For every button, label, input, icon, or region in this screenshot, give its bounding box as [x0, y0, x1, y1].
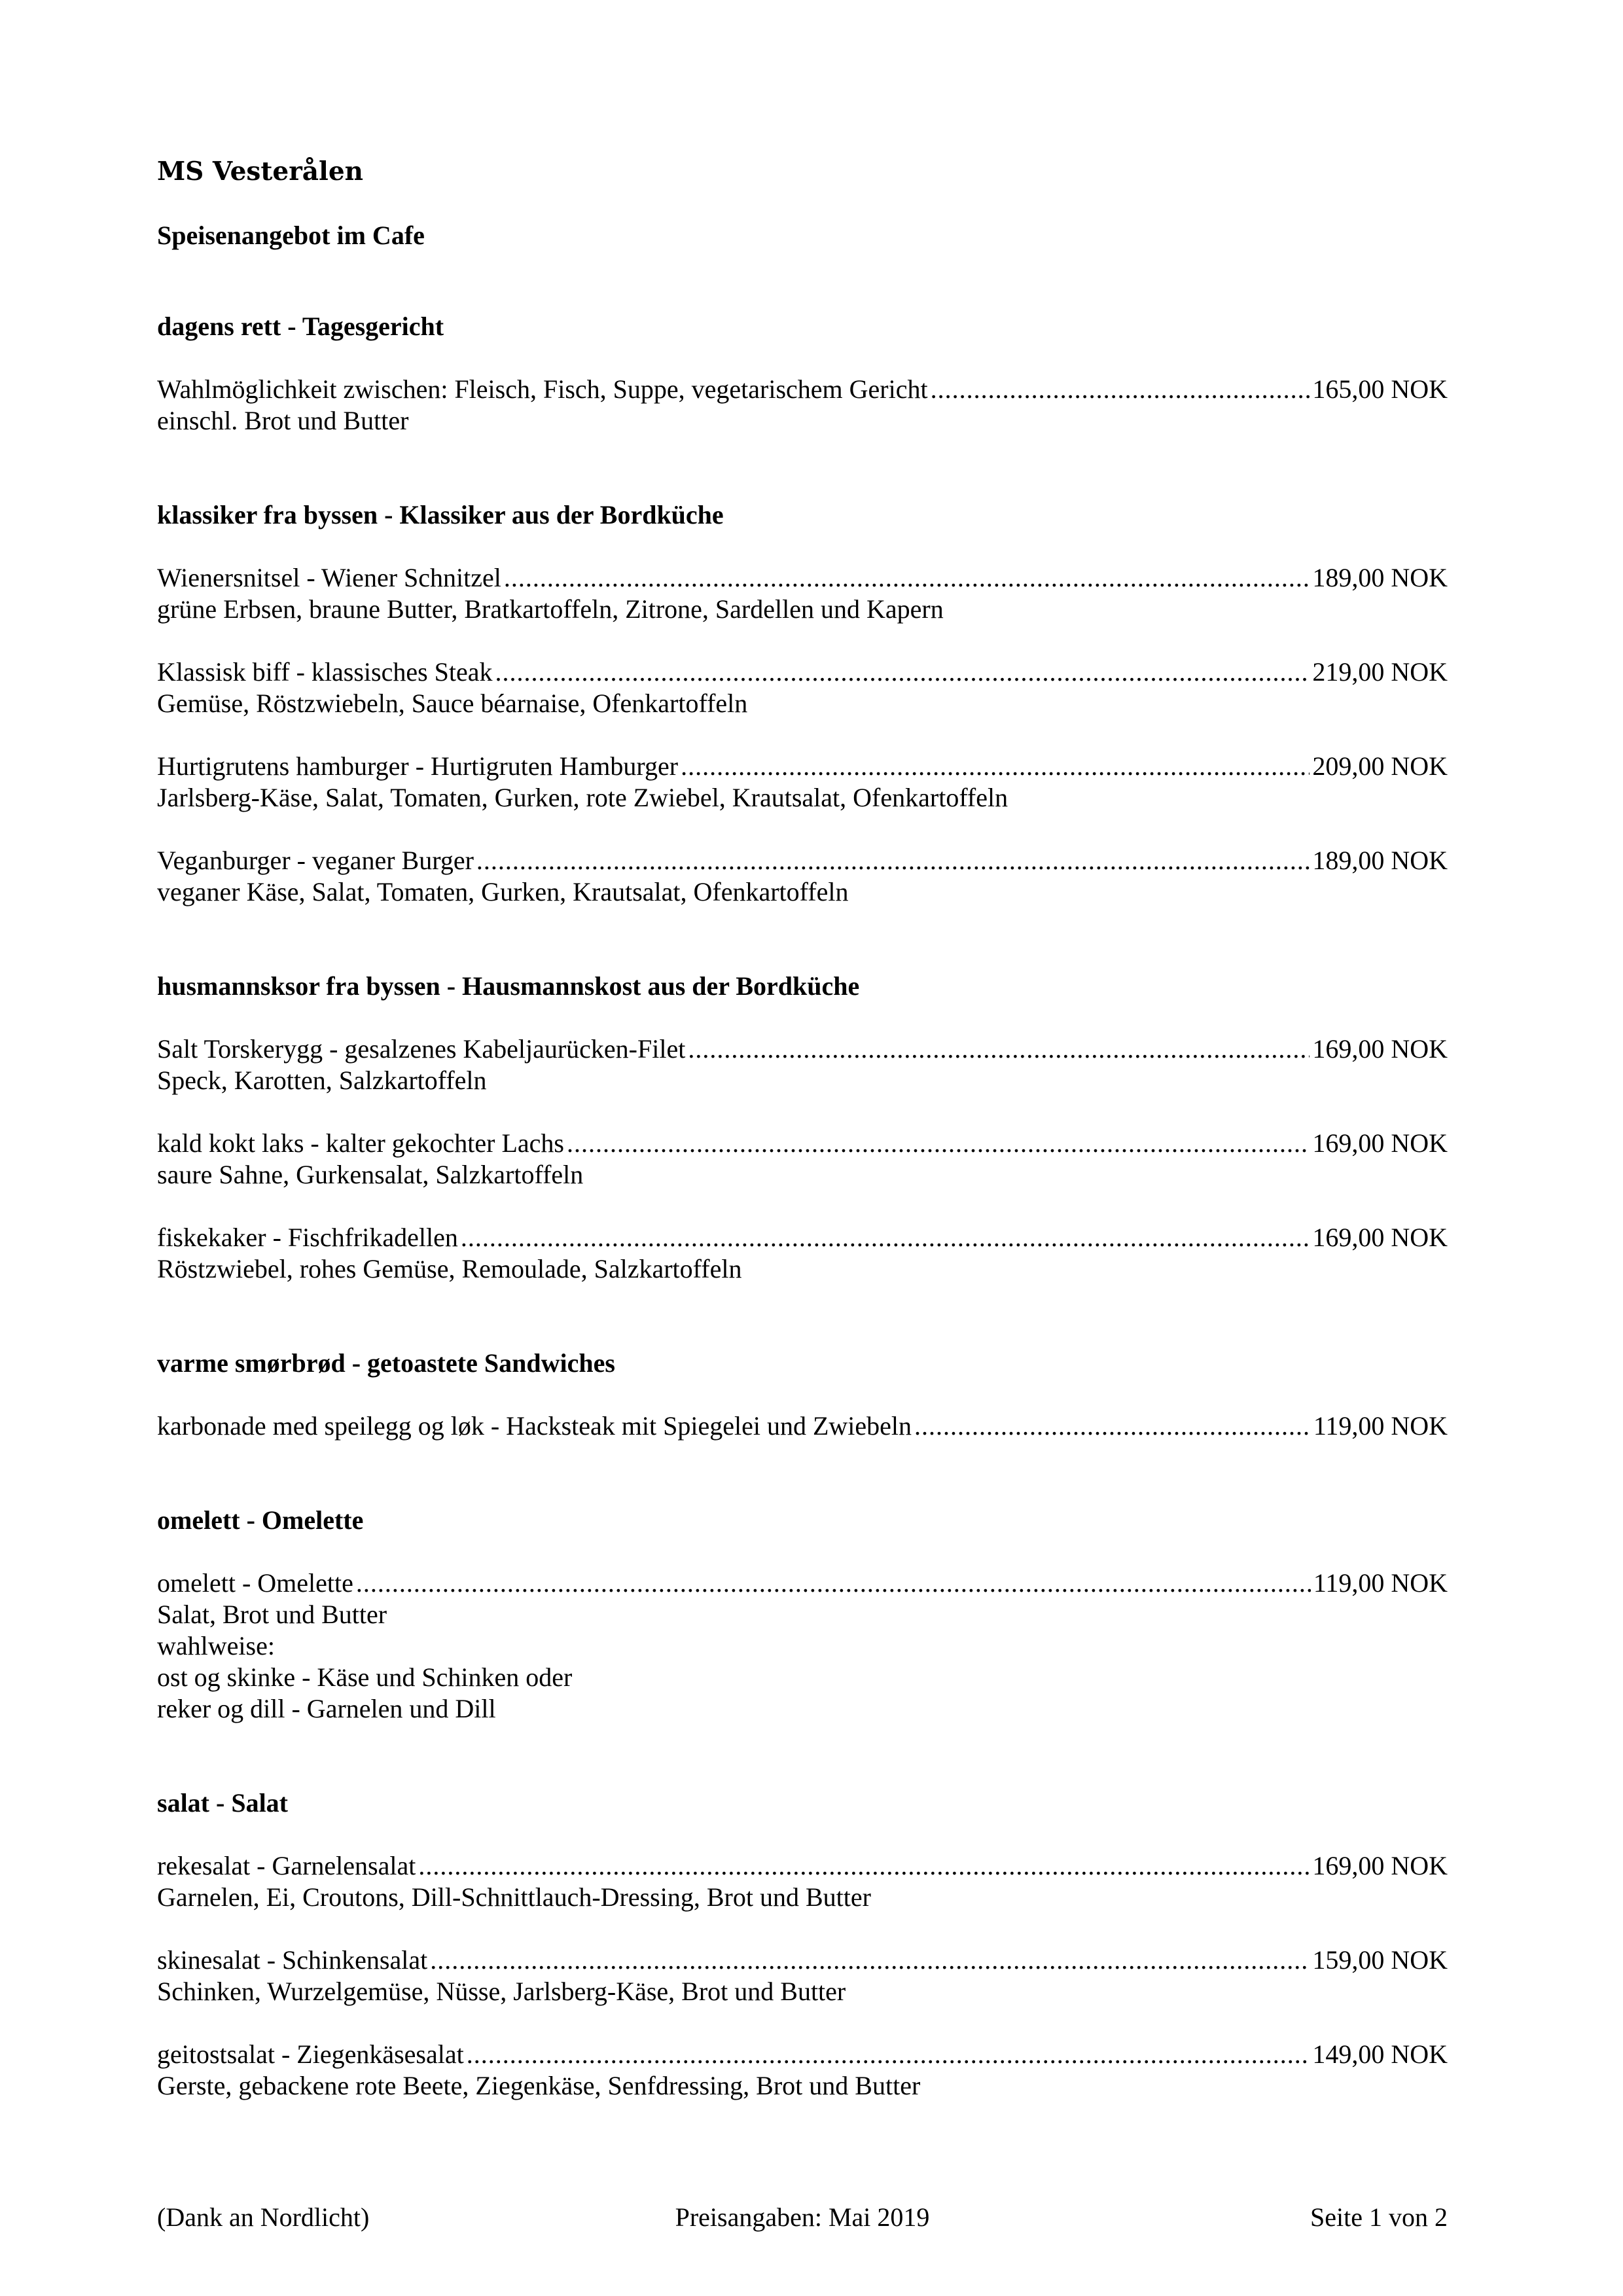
menu-item-price: 119,00 NOK	[1313, 1568, 1448, 1598]
menu-item-name: Hurtigrutens hamburger - Hurtigruten Hamburger	[157, 751, 679, 781]
menu-item	[157, 845, 1448, 908]
menu-item-name: Wahlmöglichkeit zwischen: Fleisch, Fisch, Suppe, vegetarischem Gericht	[157, 374, 928, 404]
menu-item-line	[157, 751, 1448, 782]
menu-item-price: 159,00 NOK	[1312, 1945, 1448, 1975]
menu-section	[157, 1787, 1448, 2102]
dot-leader	[688, 1033, 1310, 1065]
dot-leader	[467, 2039, 1310, 2070]
menu-item-description: Schinken, Wurzelgemüse, Nüsse, Jarlsberg-Käse, Brot und Butter	[157, 1977, 846, 2006]
section-title: salat - Salat	[157, 1788, 288, 1818]
menu-item	[157, 1568, 1448, 1725]
menu-item-line	[157, 374, 1448, 405]
menu-item-description: saure Sahne, Gurkensalat, Salzkartoffeln	[157, 1160, 584, 1189]
menu-item-name: rekesalat - Garnelensalat	[157, 1851, 416, 1880]
footer-page-number: Seite 1 von 2	[1310, 2202, 1448, 2232]
menu-item-description: Gemüse, Röstzwiebeln, Sauce béarnaise, Ofenkartoffeln	[157, 689, 748, 718]
menu-item-description: Röstzwiebel, rohes Gemüse, Remoulade, Salzkartoffeln	[157, 1254, 742, 1283]
menu-item-name: Klassisk biff - klassisches Steak	[157, 657, 493, 687]
menu-item	[157, 1945, 1448, 2007]
menu-item-description: Jarlsberg-Käse, Salat, Tomaten, Gurken, rote Zwiebel, Krautsalat, Ofenkartoffeln	[157, 783, 1008, 812]
menu-item-line	[157, 1128, 1448, 1159]
menu-item-name: karbonade med speilegg og løk - Hacksteak mit Spiegelei und Zwiebeln	[157, 1411, 912, 1441]
menu-item-price: 189,00 NOK	[1312, 846, 1448, 875]
menu-item-description: Salat, Brot und Butter	[157, 1600, 387, 1629]
menu-item-price: 189,00 NOK	[1312, 563, 1448, 592]
dot-leader	[504, 562, 1310, 594]
menu-section	[157, 1348, 1448, 1442]
menu-item-description: grüne Erbsen, braune Butter, Bratkartoffeln, Zitrone, Sardellen und Kapern	[157, 594, 944, 624]
menu-section	[157, 499, 1448, 908]
menu-item-line	[157, 1033, 1448, 1065]
menu-item-price: 209,00 NOK	[1312, 751, 1448, 781]
menu-item-name: kald kokt laks - kalter gekochter Lachs	[157, 1128, 564, 1158]
menu-item-line	[157, 1410, 1448, 1442]
menu-item-description: veganer Käse, Salat, Tomaten, Gurken, Krautsalat, Ofenkartoffeln	[157, 877, 849, 906]
menu-item	[157, 1850, 1448, 1913]
menu-item-price: 119,00 NOK	[1313, 1411, 1448, 1441]
section-title: klassiker fra byssen - Klassiker aus der Bordküche	[157, 500, 724, 529]
dot-leader	[461, 1222, 1310, 1253]
menu-item-description: reker og dill - Garnelen und Dill	[157, 1694, 496, 1723]
dot-leader	[476, 845, 1310, 876]
menu-item-name: geitostsalat - Ziegenkäsesalat	[157, 2039, 464, 2069]
menu-item-description: Speck, Karotten, Salzkartoffeln	[157, 1066, 487, 1095]
menu-page	[157, 0, 1448, 2296]
menu-item	[157, 751, 1448, 814]
menu-item-price: 169,00 NOK	[1312, 1851, 1448, 1880]
menu-item-price: 169,00 NOK	[1312, 1034, 1448, 1064]
menu-item	[157, 562, 1448, 625]
menu-item-price: 219,00 NOK	[1312, 657, 1448, 687]
menu-item-line	[157, 2039, 1448, 2070]
menu-item-line	[157, 1568, 1448, 1599]
menu-item-price: 149,00 NOK	[1312, 2039, 1448, 2069]
menu-item-description: einschl. Brot und Butter	[157, 406, 409, 435]
dot-leader	[681, 751, 1310, 782]
menu-sections	[157, 311, 1448, 2102]
menu-item-description: Garnelen, Ei, Croutons, Dill-Schnittlauch-Dressing, Brot und Butter	[157, 1882, 871, 1912]
menu-item-price: 169,00 NOK	[1312, 1223, 1448, 1252]
menu-item	[157, 1033, 1448, 1096]
dot-leader	[914, 1410, 1311, 1442]
menu-item	[157, 374, 1448, 437]
menu-item-name: Veganburger - veganer Burger	[157, 846, 474, 875]
footer-price-date: Preisangaben: Mai 2019	[675, 2202, 930, 2232]
menu-item	[157, 1128, 1448, 1191]
menu-item-line	[157, 1850, 1448, 1882]
section-title: dagens rett - Tagesgericht	[157, 312, 444, 341]
ship-title: MS Vesterålen	[157, 156, 363, 187]
menu-item-description: Gerste, gebackene rote Beete, Ziegenkäse, Senfdressing, Brot und Butter	[157, 2071, 921, 2100]
footer-credit: (Dank an Nordlicht)	[157, 2202, 370, 2232]
section-title: omelett - Omelette	[157, 1505, 364, 1535]
dot-leader	[495, 656, 1310, 688]
menu-item-line	[157, 656, 1448, 688]
section-title: husmannsksor fra byssen - Hausmannskost aus der Bordküche	[157, 971, 860, 1001]
menu-item-line	[157, 562, 1448, 594]
menu-item	[157, 1222, 1448, 1285]
section-title: varme smørbrød - getoastete Sandwiches	[157, 1348, 615, 1378]
menu-item-name: Wienersnitsel - Wiener Schnitzel	[157, 563, 501, 592]
menu-item	[157, 656, 1448, 719]
menu-item-description: wahlweise:	[157, 1631, 275, 1660]
menu-item-name: Salt Torskerygg - gesalzenes Kabeljaurücken-Filet	[157, 1034, 686, 1064]
menu-item-description: ost og skinke - Käse und Schinken oder	[157, 1662, 573, 1692]
menu-item-line	[157, 845, 1448, 876]
menu-item	[157, 2039, 1448, 2102]
menu-item-price: 165,00 NOK	[1312, 374, 1448, 404]
dot-leader	[567, 1128, 1310, 1159]
menu-subtitle: Speisenangebot im Cafe	[157, 221, 425, 250]
dot-leader	[931, 374, 1310, 405]
menu-section	[157, 1505, 1448, 1725]
dot-leader	[418, 1850, 1310, 1882]
menu-item-price: 169,00 NOK	[1312, 1128, 1448, 1158]
menu-item	[157, 1410, 1448, 1442]
menu-item-line	[157, 1945, 1448, 1976]
dot-leader	[430, 1945, 1310, 1976]
dot-leader	[356, 1568, 1311, 1599]
menu-item-name: fiskekaker - Fischfrikadellen	[157, 1223, 458, 1252]
menu-section	[157, 971, 1448, 1285]
menu-item-name: skinesalat - Schinkensalat	[157, 1945, 428, 1975]
menu-section	[157, 311, 1448, 437]
menu-item-name: omelett - Omelette	[157, 1568, 353, 1598]
menu-item-line	[157, 1222, 1448, 1253]
